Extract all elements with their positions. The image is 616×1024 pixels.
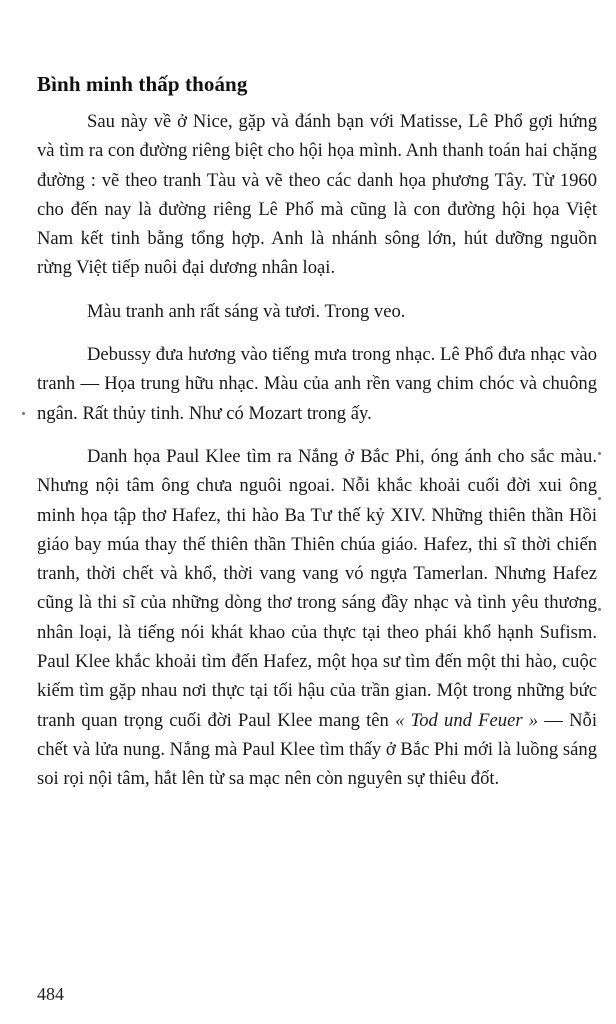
section-heading: Bình minh thấp thoáng — [37, 72, 248, 96]
painting-title: « Tod und Feuer » — [395, 709, 539, 731]
paragraph-1: Sau này về ở Nice, gặp và đánh bạn với Matisse, Lê Phổ gợi hứng và tìm ra con đường riêng biệt cho hội họa mình. Anh thanh toán hai chặng đường : vẽ theo tranh Tàu và vẽ theo các danh họa phương Tây. Từ 1960 cho đến nay là đường riêng Lê Phổ mà cũng là con đường hội họa Việt Nam kết tinh bằng tổng hợp. Anh là nhánh sông lớn, hút dưỡng nguồn rừng Việt tiếp nuôi đại dương nhân loại. — [37, 111, 597, 279]
scan-speck — [598, 452, 601, 455]
scan-speck — [22, 412, 25, 415]
scan-speck — [598, 497, 601, 500]
paragraph-4-text-after: — Nỗi chết và lửa nung. Nắng mà Paul Klee tìm thấy ở Bắc Phi mới là luồng sáng soi rọi nội tâm, hắt lên từ sa mạc nên còn nguyên sự thiêu đốt. — [37, 709, 598, 790]
scan-speck — [598, 608, 601, 611]
paragraph-2: Màu tranh anh rất sáng và tươi. Trong veo. — [87, 300, 406, 322]
paragraph-3: Debussy đưa hương vào tiếng mưa trong nhạc. Lê Phổ đưa nhạc vào tranh — Họa trung hữu nhạc. Màu của anh rền vang chim chóc và chuông ngân. Rất thủy tinh. Như có Mozart trong ấy. — [37, 344, 597, 424]
page-number: 484 — [37, 984, 64, 1004]
body-text — [37, 107, 597, 794]
paragraph-4-text-before: Danh họa Paul Klee tìm ra Nắng ở Bắc Phi, óng ánh cho sắc màu. Nhưng nội tâm ông chưa nguôi ngoai. Nỗi khắc khoải cuối đời xui ông minh họa tập thơ Hafez, thi hào Ba Tư thế kỷ XIV. Những thiên thần Hồi giáo bay múa thay thế thiên thần Thiên chúa giáo. Hafez, thi sĩ thời chiến tranh, thời chết và khổ, thời vang vang vó ngựa Tamerlan. Nhưng Hafez cũng là thi sĩ của những dòng thơ trong sáng đầy nhạc và tình yêu thương nhân loại, là tiếng nói khát khao của thực tại theo phái khổ hạnh Sufism. Paul Klee khắc khoải tìm đến Hafez, một họa sư tìm đến một thi hào, cuộc kiếm tìm gặp nhau nơi thực tại tối hậu của trần gian. Một trong những bức tranh quan trọng cuối đời Paul Klee mang tên — [37, 445, 597, 731]
paragraph-4 — [37, 442, 597, 794]
